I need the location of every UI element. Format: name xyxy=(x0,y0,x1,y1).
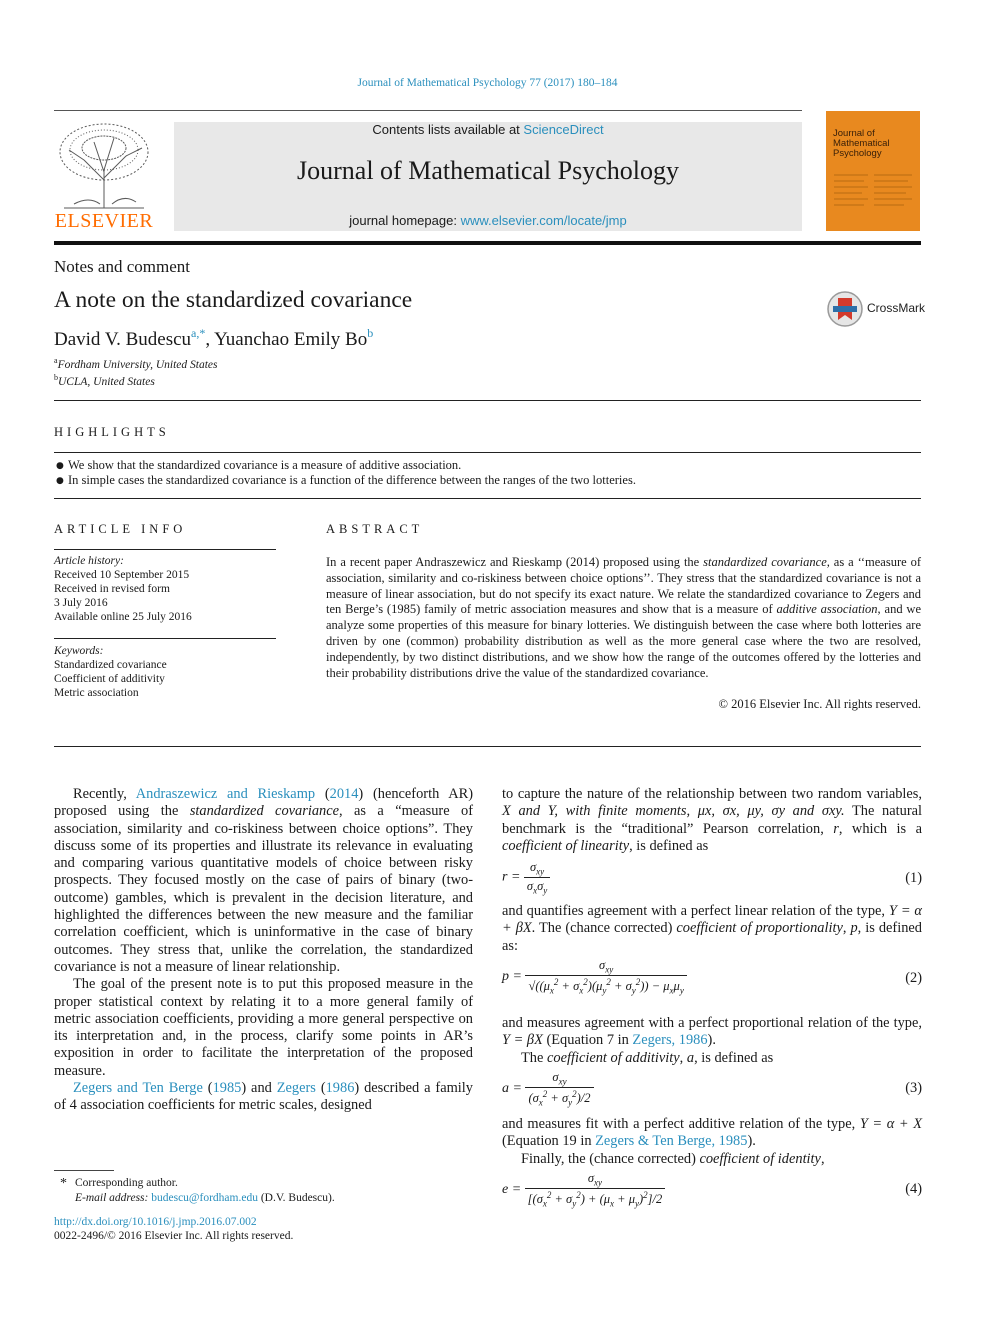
body-paragraph: and measures agreement with a perfect proportional relation of the type, Y = βX (Equation 7 in Zegers, 1986). The coefficient of additivity, a, is defined as xyxy=(502,1015,922,1066)
author-affiliation-marker[interactable]: a,* xyxy=(191,326,206,340)
journal-cover-thumbnail[interactable] xyxy=(826,111,920,231)
paper-title: A note on the standardized covariance xyxy=(54,287,413,313)
highlights-heading: HIGHLIGHTS xyxy=(54,425,170,439)
article-info-heading: ARTICLE INFO xyxy=(54,522,187,536)
email-link[interactable]: budescu@fordham.edu xyxy=(151,1192,258,1204)
abstract-copyright: © 2016 Elsevier Inc. All rights reserved. xyxy=(718,697,921,711)
elsevier-tree-logo xyxy=(54,120,154,210)
keyword: Coefficient of additivity xyxy=(54,673,165,685)
bullet-icon: ● xyxy=(56,476,64,486)
author-name: Yuanchao Emily Bo xyxy=(214,329,368,350)
issn-copyright: 0022-2496/© 2016 Elsevier Inc. All rights reserved. xyxy=(54,1230,294,1242)
divider xyxy=(54,400,921,401)
divider xyxy=(54,549,276,550)
crossmark-badge[interactable] xyxy=(827,290,927,328)
body-paragraph: and measures fit with a perfect additive relation of the type, Y = α + X (Equation 19 in Zegers & Ten Berge, 1985). Finally, the (chance corrected) coefficient of identity, xyxy=(502,1116,922,1167)
header-rule xyxy=(54,110,802,111)
equation-number: (4) xyxy=(905,1181,922,1197)
email-line: E-mail address: budescu@fordham.edu (D.V. Budescu). xyxy=(75,1192,335,1204)
doi-link[interactable]: http://dx.doi.org/10.1016/j.jmp.2016.07.002 xyxy=(54,1216,257,1228)
divider xyxy=(54,452,921,453)
citation-link[interactable]: 2014 xyxy=(329,786,359,802)
homepage-line: journal homepage: www.elsevier.com/locate/jmp xyxy=(349,213,627,228)
citation-link[interactable]: Zegers and Ten Berge xyxy=(73,1080,203,1097)
citation-link[interactable]: 1986 xyxy=(325,1080,355,1097)
article-history: Article history: Received 10 September 2015 Received in revised form 3 July 2016 Available online 25 July 2016 xyxy=(54,555,192,623)
author-affiliation-marker[interactable]: b xyxy=(367,326,374,340)
bullet-icon: ● xyxy=(56,461,64,471)
contents-line: Contents lists available at ScienceDirect xyxy=(372,122,604,137)
abstract-heading: ABSTRACT xyxy=(326,522,424,536)
equation-4: e = $\frac{\sigma_{xy}}{[(\sigma_x^2 + \sigma_y^2) + (\mu_x + \mu_y)^2]/2}$ (4) xyxy=(502,1171,922,1209)
equation-3: a = $\frac{\sigma_{xy}}{(\sigma_x^2 + \sigma_y^2)/2}$ (3) xyxy=(502,1070,922,1108)
citation-link[interactable]: Zegers, 1986 xyxy=(632,1032,708,1049)
highlight-item: In simple cases the standardized covariance is a function of the difference between the ranges of the two lotteries. xyxy=(68,473,636,487)
keyword: Metric association xyxy=(54,687,139,699)
equation-number: (2) xyxy=(905,970,922,986)
cover-title: Journal of Mathematical Psychology xyxy=(833,128,890,159)
journal-citation[interactable]: Journal of Mathematical Psychology 77 (2017) 180–184 xyxy=(357,77,618,89)
header-thick-rule xyxy=(54,241,921,245)
crossmark-icon xyxy=(827,290,865,328)
divider xyxy=(54,638,276,639)
equation-number: (1) xyxy=(905,870,922,886)
elsevier-wordmark: ELSEVIER xyxy=(54,210,154,232)
body-column-left: Recently, Andraszewicz and Rieskamp (2014) (henceforth AR) proposed using the standardized covariance, as a “measure of association, similarity and co-riskiness between choice options”. They discuss some of its properties and illustrate its relevance in evaluating and comparing various quantitative models of choice between risky prospects. They focused mostly on the case of pairs of binary (two-outcome) gambles, which is prevalent in the decision literature, and highlighted the differences between the new measure and the familiar correlation coefficient, which is uninformative in the case of binary outcomes. They stress that, unlike the correlation, the standardized covariance is not a measure of linear relationship. The goal of the present note is to put this proposed measure in the proper statistical context by relating it to a more general family of metric association coefficients, providing a more general perspective on its interpretation and, in the process, clarify some points in AR’s exposition in order to facilitate the interpretation of the proposed measure. Zegers and Ten Berge (1985) and Zegers (1986) described a family of 4 association coefficients for metric scales, designed xyxy=(54,786,474,1114)
corresponding-author-note: Corresponding author. xyxy=(75,1177,178,1189)
footnote-rule xyxy=(54,1170,114,1171)
highlight-item: We show that the standardized covariance is a measure of additive association. xyxy=(68,458,462,472)
journal-title: Journal of Mathematical Psychology xyxy=(297,156,679,185)
author-name: David V. Budescu xyxy=(54,329,192,350)
citation-link[interactable]: Andraszewicz and Rieskamp xyxy=(135,786,316,802)
citation-link[interactable]: Zegers xyxy=(276,1080,316,1097)
divider xyxy=(54,498,921,499)
abstract-text: In a recent paper Andraszewicz and Rieskamp (2014) proposed using the standardized covariance, as a ‘‘measure of association, similarity and co-riskiness between choice options’’. They stress that the standardized covariance is not a measure of linear association, but do not specify its exact nature. We relate the standardized covariance to Zegers and ten Berge’s (1985) family of metric association measures and show that is a measure of additive association, and we analyze some properties of this measure for binary lotteries. We distinguish between the case where both lotteries are driven by one (common) probability distribution as well as the more general case where the two are resolved, independently, by two distinct distributions, and we show how the range of the outcomes offered by the lotteries and their probability distributions drive the value of the standardized covariance. xyxy=(326,555,922,680)
footnote-star: * xyxy=(60,1176,67,1191)
divider xyxy=(54,746,921,747)
body-paragraph: to capture the nature of the relationship between two random variables, X and Y, with finite moments, μx, σx, μy, σy and σxy. The natural benchmark is the “traditional” Pearson correlation, r, which is a coefficient of linearity, is defined as xyxy=(502,786,922,854)
keyword: Standardized covariance xyxy=(54,659,167,671)
citation-link[interactable]: Zegers & Ten Berge, 1985 xyxy=(595,1133,748,1150)
affiliation-a: $^a$Fordham University, United States xyxy=(54,356,218,371)
sciencedirect-link[interactable]: ScienceDirect xyxy=(523,122,604,137)
equation-1: r = $\frac{\sigma_{xy}}{\sigma_x\sigma_y}$ (1) xyxy=(502,860,922,895)
cover-contents-graphic xyxy=(834,171,914,225)
equation-number: (3) xyxy=(905,1080,922,1096)
affiliation-b: $^b$UCLA, United States xyxy=(54,373,155,388)
author-list: David V. Budescu$^{a,*}$, Yuanchao Emily Bo$^b$ xyxy=(54,326,374,350)
citation-link[interactable]: 1985 xyxy=(212,1080,242,1097)
equation-2: p = $\frac{\sigma_{xy}}{√((\mu_x^2 + \sigma_x^2)(\mu_y^2 + \sigma_y^2)) - \mu_x\mu_y}$ (2) xyxy=(502,958,922,996)
crossmark-label: CrossMark xyxy=(867,301,926,315)
homepage-link[interactable]: www.elsevier.com/locate/jmp xyxy=(460,213,627,228)
keywords: Keywords: Standardized covariance Coefficient of additivity Metric association xyxy=(54,645,167,699)
body-paragraph: and quantifies agreement with a perfect linear relation of the type, Y = α + βX. The (chance corrected) coefficient of proportionality, p, is defined as: xyxy=(502,903,922,954)
section-label: Notes and comment xyxy=(54,257,190,276)
